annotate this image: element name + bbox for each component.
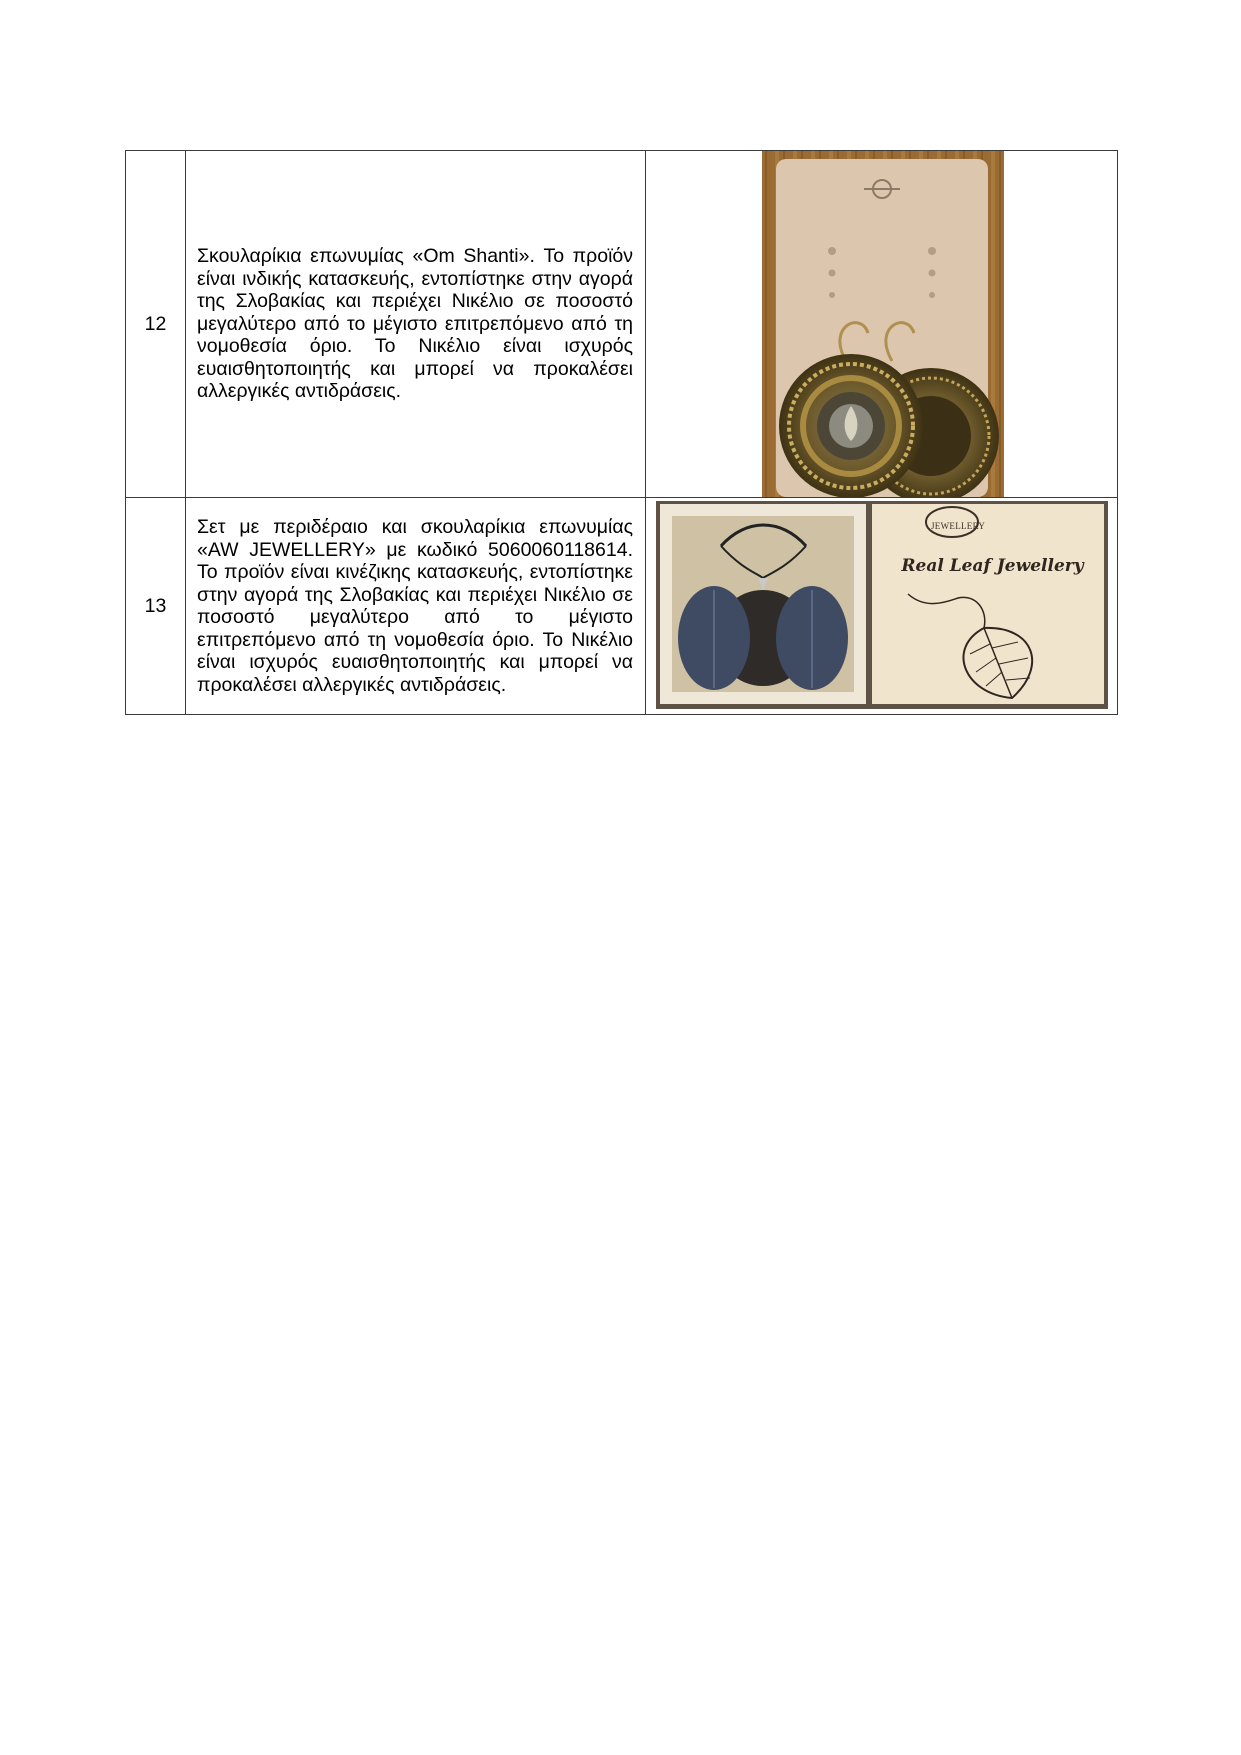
table-row [126,498,1118,715]
product-description [186,498,646,715]
description-text: Σετ με περιδέραιο και σκουλαρίκια επωνυμίας «AW JEWELLERY» με κωδικό 5060060118614. Το προϊόν είναι κινέζικης κατασκευής, εντοπίστηκε στην αγορά της Σλοβακίας και περιέχει Νικέλιο σε ποσοστό μεγαλύτερο από το μέγιστο επιτρεπόμενο από τη νομοθεσία όριο. Το Νικέλιο είναι ισχυρός ευαισθητοποιητής και μπορεί να προκαλέσει αλλεργικές αντιδράσεις. [197,516,633,696]
description-text: Σκουλαρίκια επωνυμίας «Om Shanti». Το προϊόν είναι ινδικής κατασκευής, εντοπίστηκε στην αγορά της Σλοβακίας και περιέχει Νικέλιο σε ποσοστό μεγαλύτερο από το μέγιστο επιτρεπόμενο από τη νομοθεσία όριο. Το Νικέλιο είναι ισχυρός ευαισθητοποιητής και μπορεί να προκαλέσει αλλεργικές αντιδράσεις. [197,245,633,403]
product-description [186,151,646,498]
row-number: 12 [126,151,186,498]
row-number: 13 [126,498,186,715]
box-script-text: Real Leaf Jewellery [901,556,1084,576]
products-table [125,150,1118,715]
box-brand-text: JEWELLERY [931,521,986,531]
leaf-jewellery-photo [646,498,1118,714]
product-photo-cell [646,151,1118,498]
earrings-photo [646,151,1118,497]
table-row [126,151,1118,498]
product-photo-cell [646,498,1118,715]
